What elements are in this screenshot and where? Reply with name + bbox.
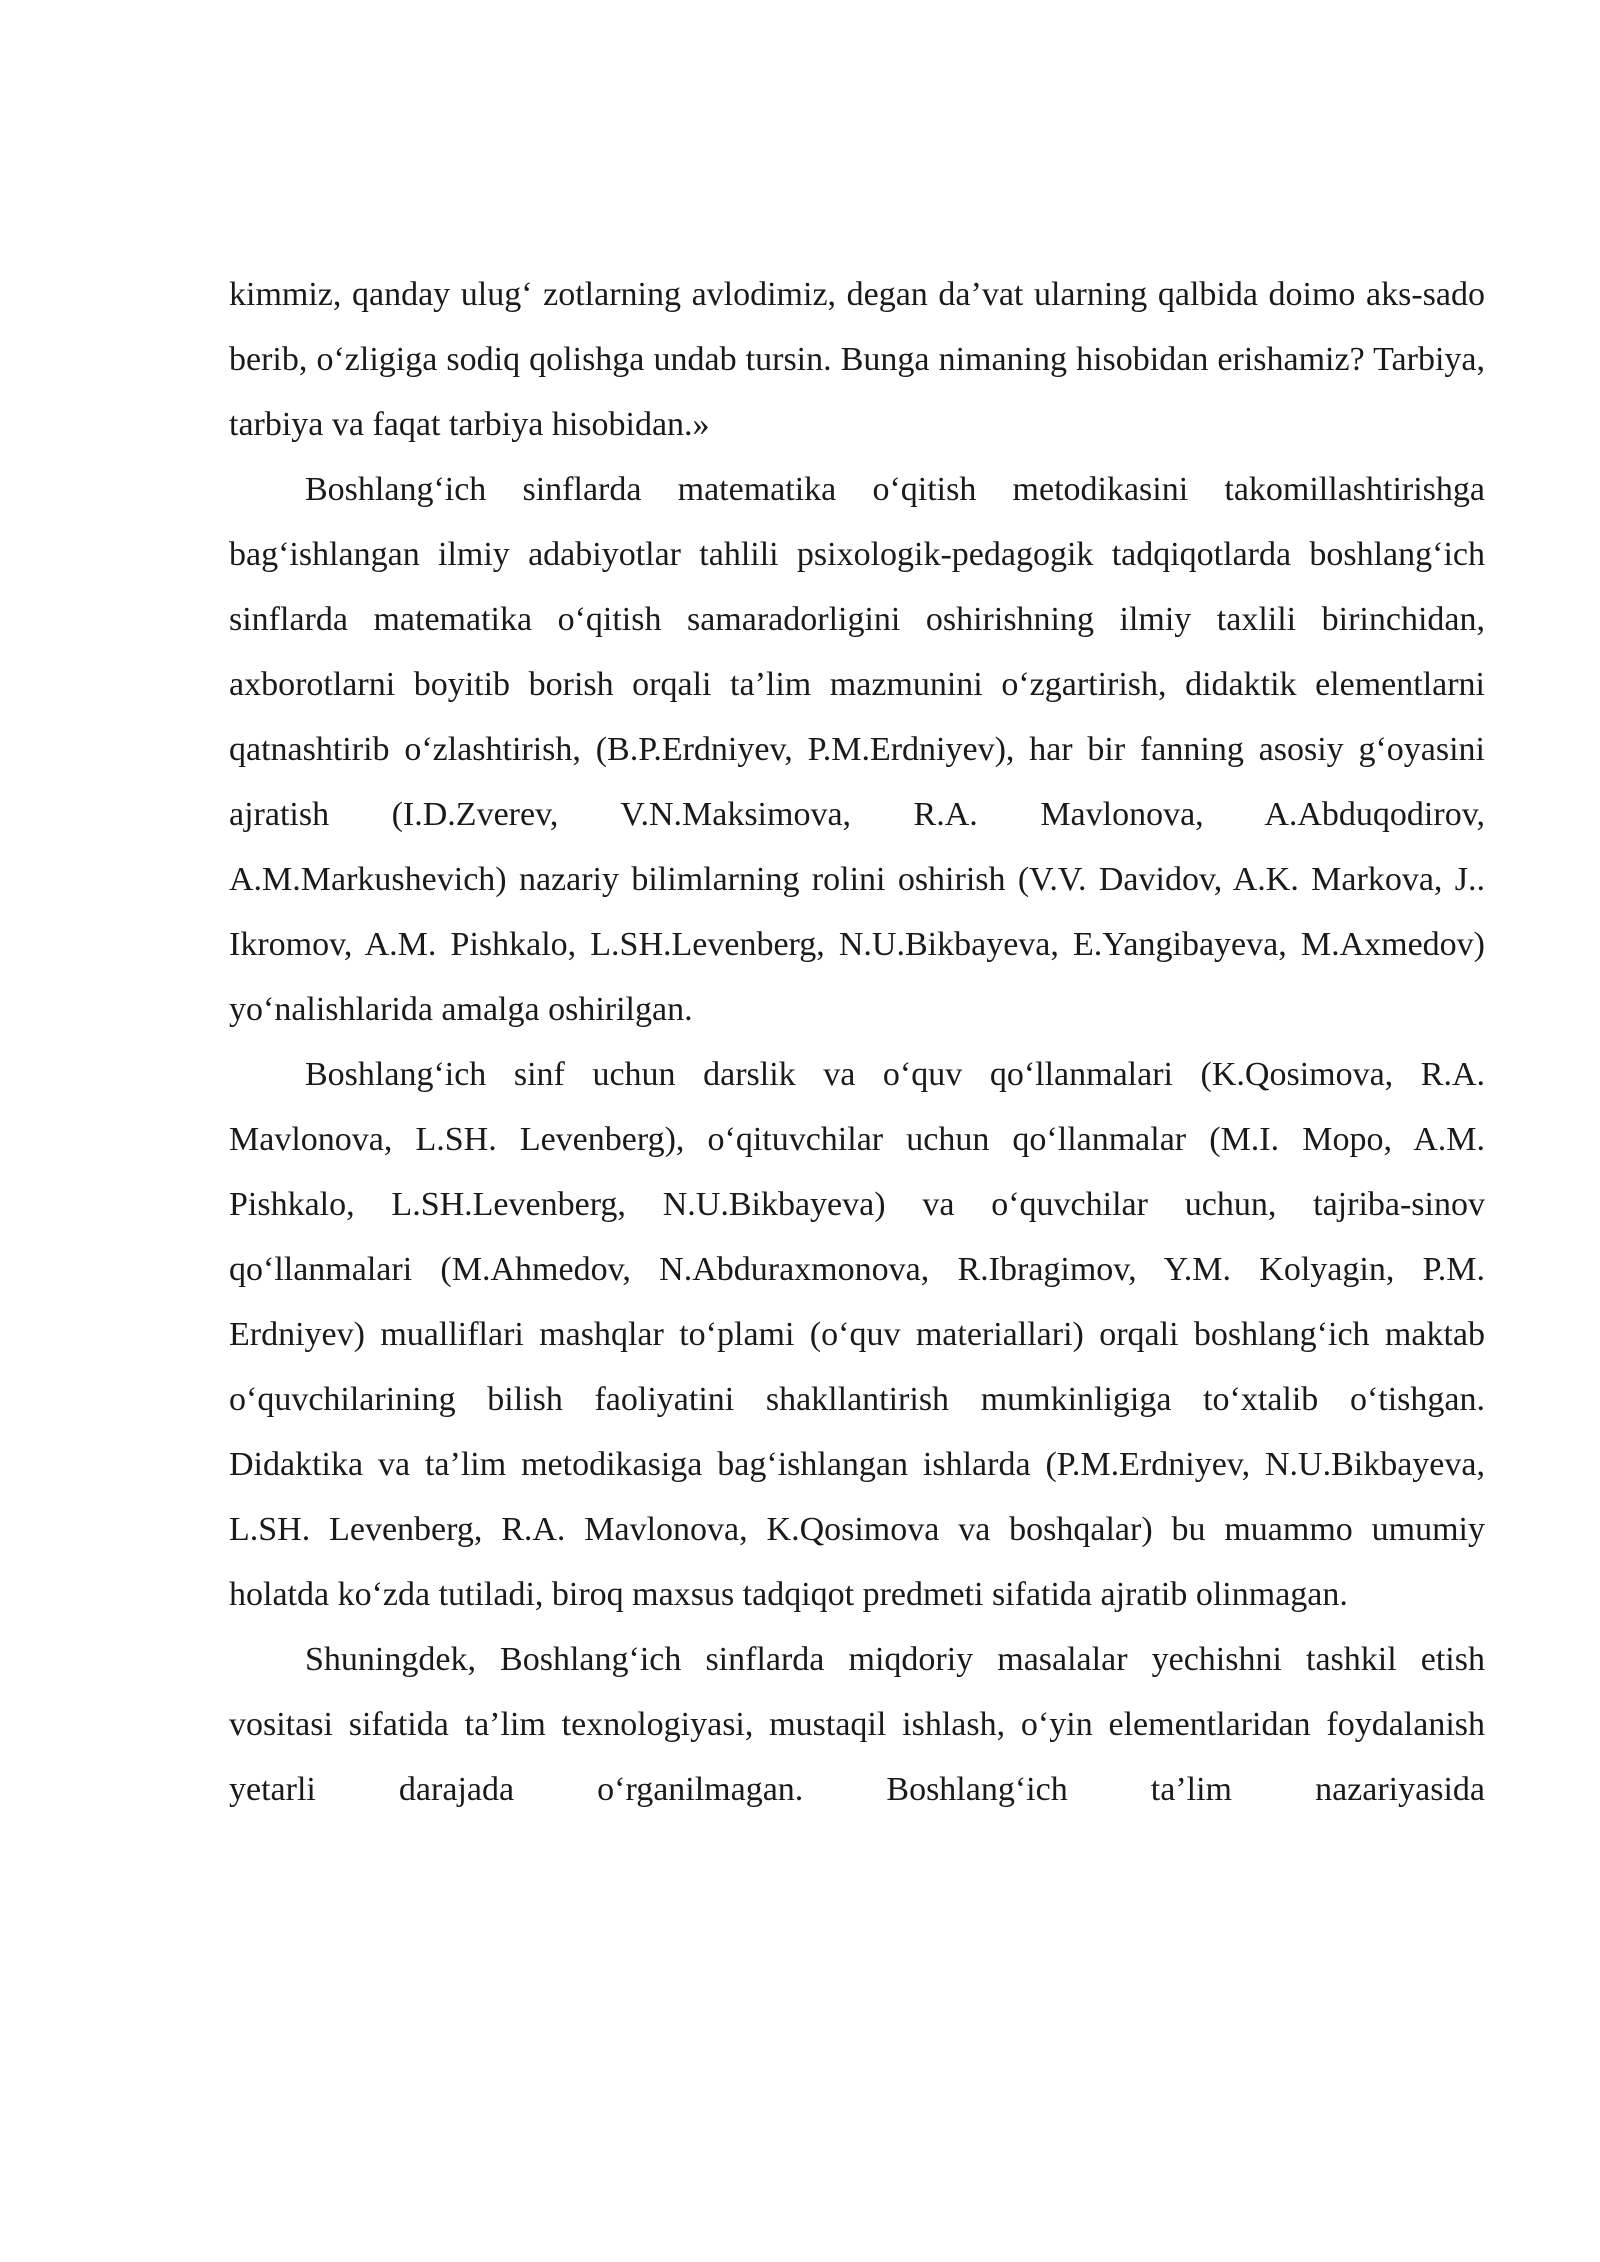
paragraph-textbooks: Boshlang‘ich sinf uchun darslik va o‘quv qo‘llanmalari (K.Qosimova, R.A. Mavlonova, L.SH. Levenberg), o‘qituvchilar uchun qo‘llanmalar (M.I. Mopo, A.M. Pishkalo, L.SH.Levenberg, N.U.Bikbayeva) va o‘quvchilar uchun, tajriba-sinov qo‘llanmalari (M.Ahmedov, N.Abduraxmonova, R.Ibragimov, Y.M. Kolyagin, P.M. Erdniyev) mualliflari mashqlar to‘plami (o‘quv materiallari) orqali boshlang‘ich maktab o‘quvchilarining bilish faoliyatini shakllantirish mumkinligiga to‘xtalib o‘tishgan. Didaktika va ta’lim metodikasiga bag‘ishlangan ishlarda (P.M.Erdniyev, N.U.Bikbayeva, L.SH. Levenberg, R.A. Mavlonova, K.Qosimova va boshqalar) bu muammo umumiy holatda ko‘zda tutiladi, biroq maxsus tadqiqot predmeti sifatida ajratib olinmagan. bbox=[229, 1056, 1485, 1613]
paragraph-continuation: kimmiz, qanday ulug‘ zotlarning avlodimiz, degan da’vat ularning qalbida doimo aks-sado berib, o‘zligiga sodiq qolishga undab tursin. Bunga nimaning hisobidan erishamiz? Tarbiya, tarbiya va faqat tarbiya hisobidan.» bbox=[229, 276, 1485, 443]
paragraph-literature-review: Boshlang‘ich sinflarda matematika o‘qitish metodikasini takomillashtirishga bag‘ishlangan ilmiy adabiyotlar tahlili psixologik-pedagogik tadqiqotlarda boshlang‘ich sinflarda matematika o‘qitish samaradorligini oshirishning ilmiy taxlili birinchidan, axborotlarni boyitib borish orqali ta’lim mazmunini o‘zgartirish, didaktik elementlarni qatnashtirib o‘zlashtirish, (B.P.Erdniyev, P.M.Erdniyev), har bir fanning asosiy g‘oyasini ajratish (I.D.Zverev, V.N.Maksimova, R.A. Mavlonova, A.Abduqodirov, A.M.Markushevich) nazariy bilimlarning rolini oshirish (V.V. Davidov, A.K. Markova, J.. Ikromov, A.M. Pishkalo, L.SH.Levenberg, N.U.Bikbayeva, E.Yangibayeva, M.Axmedov) yo‘nalishlarida amalga oshirilgan. bbox=[229, 471, 1485, 1028]
body-text bbox=[229, 262, 1485, 1822]
paragraph-quantitative-problems: Shuningdek, Boshlang‘ich sinflarda miqdoriy masalalar yechishni tashkil etish vositasi sifatida ta’lim texnologiyasi, mustaqil ishlash, o‘yin elementlaridan foydalanish yetarli darajada o‘rganilmagan. Boshlang‘ich ta’lim nazariyasida bbox=[229, 1641, 1485, 1808]
